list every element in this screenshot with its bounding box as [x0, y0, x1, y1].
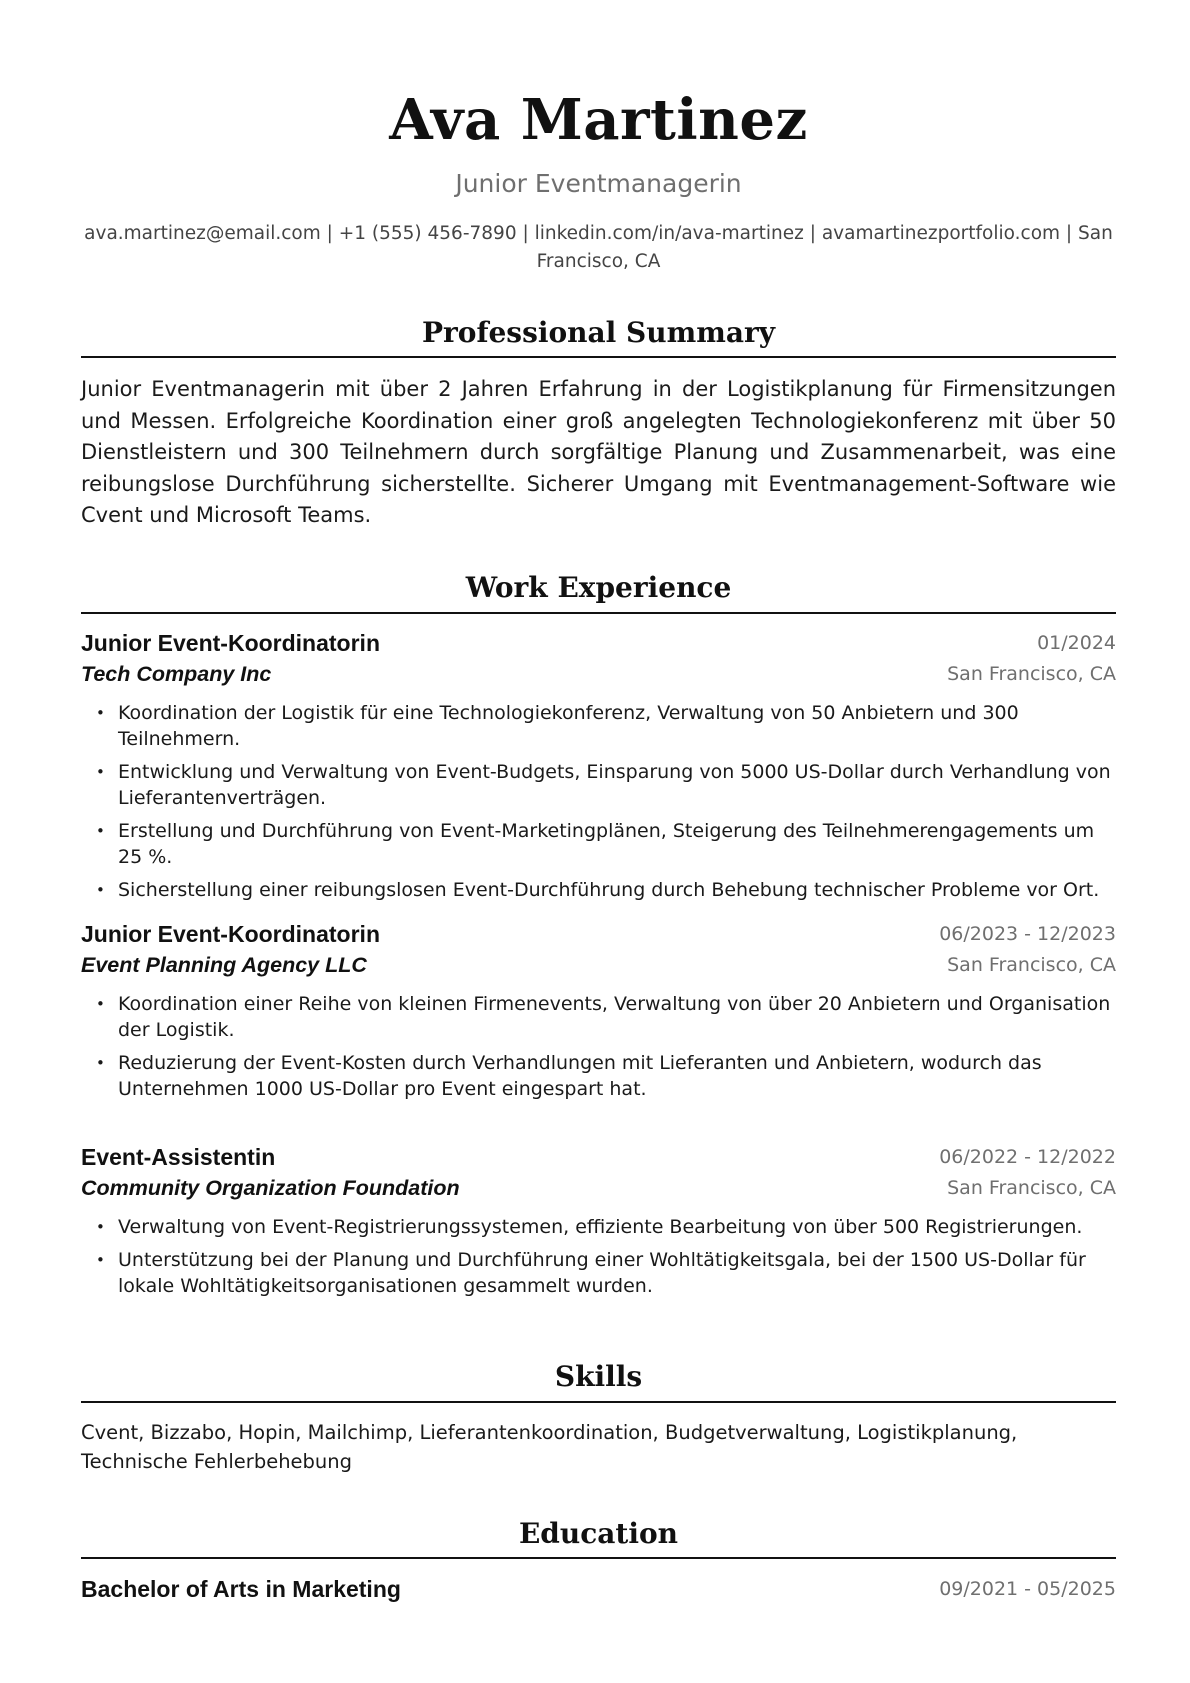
job-header: [81, 628, 1116, 690]
job-location: San Francisco, CA: [947, 1177, 1116, 1199]
job-bullets: [81, 700, 1116, 903]
job-role: Event-Assistentin: [81, 1144, 276, 1170]
job-bullets: [81, 1214, 1116, 1299]
job-bullet: • Erstellung und Durchführung von Event-Marketingplänen, Steigerung des Teilnehmerengagements um 25 %.: [81, 818, 1116, 870]
skills-divider: [81, 1401, 1116, 1403]
job-bullet: • Koordination der Logistik für eine Technologiekonferenz, Verwaltung von 50 Anbietern und 300 Teilnehmern.: [81, 700, 1116, 752]
job-bullet: • Entwicklung und Verwaltung von Event-Budgets, Einsparung von 5000 US-Dollar durch Verhandlung von Lieferantenverträgen.: [81, 759, 1116, 811]
summary-heading: Professional Summary: [421, 316, 776, 349]
job-header: [81, 919, 1116, 981]
job-location: San Francisco, CA: [947, 954, 1116, 976]
skills-text: Cvent, Bizzabo, Hopin, Mailchimp, Lieferantenkoordination, Budgetverwaltung, Logistikplanung, Technische Fehlerbehebung: [81, 1421, 1018, 1473]
job-role: Junior Event-Koordinatorin: [81, 630, 380, 656]
job-bullet: • Koordination einer Reihe von kleinen Firmenevents, Verwaltung von über 20 Anbietern und Organisation der Logistik.: [81, 991, 1116, 1043]
education-heading: Education: [518, 1517, 679, 1550]
job-role: Junior Event-Koordinatorin: [81, 921, 380, 947]
contact-line: ava.martinez@email.com | +1 (555) 456-7890 | linkedin.com/in/ava-martinez | avamartinezportfolio.com | San Francisco, CA: [84, 223, 1113, 272]
education-degree: Bachelor of Arts in Marketing: [81, 1576, 401, 1602]
summary-text: Junior Eventmanagerin mit über 2 Jahren Erfahrung in der Logistikplanung für Firmensitzungen und Messen. Erfolgreiche Koordination einer groß angelegten Technologiekonferenz mit über 50 Dienstleistern und 300 Teilnehmern durch sorgfältige Planung und Zusammenarbeit, was eine reibungslose Durchführung sicherstellte. Sicherer Umgang mit Eventmanagement-Software wie Cvent und Microsoft Teams.: [81, 377, 1116, 527]
job-entry: [81, 919, 1116, 1109]
experience-divider: [81, 612, 1116, 614]
job-date: 06/2022 - 12/2022: [939, 1146, 1116, 1168]
job-company: Event Planning Agency LLC: [81, 953, 367, 977]
job-date: 01/2024: [1037, 632, 1116, 654]
job-date: 06/2023 - 12/2023: [939, 923, 1116, 945]
job-bullet: • Unterstützung bei der Planung und Durchführung einer Wohltätigkeitsgala, bei der 1500 US-Dollar für lokale Wohltätigkeitsorganisationen gesammelt wurden.: [81, 1247, 1116, 1299]
job-company: Tech Company Inc: [81, 662, 272, 686]
job-bullet: • Sicherstellung einer reibungslosen Event-Durchführung durch Behebung technischer Probleme vor Ort.: [81, 877, 1116, 903]
job-bullet: • Verwaltung von Event-Registrierungssystemen, effiziente Bearbeitung von über 500 Registrierungen.: [81, 1214, 1116, 1240]
job-company: Community Organization Foundation: [81, 1176, 460, 1200]
skills-heading: Skills: [554, 1360, 643, 1393]
candidate-title: Junior Eventmanagerin: [455, 169, 742, 198]
job-bullet: • Reduzierung der Event-Kosten durch Verhandlungen mit Lieferanten und Anbietern, wodurch das Unternehmen 1000 US-Dollar pro Event eingespart hat.: [81, 1050, 1116, 1102]
job-location: San Francisco, CA: [947, 663, 1116, 685]
education-divider: [81, 1557, 1116, 1559]
job-header: [81, 1142, 1116, 1204]
education-entry: [81, 1573, 1116, 1607]
job-bullets: [81, 991, 1116, 1102]
job-entry: [81, 1142, 1116, 1306]
job-entry: [81, 628, 1116, 910]
experience-heading: Work Experience: [465, 571, 732, 604]
education-date: 09/2021 - 05/2025: [939, 1578, 1116, 1600]
candidate-name: Ava Martinez: [389, 87, 808, 153]
summary-divider: [81, 356, 1116, 358]
